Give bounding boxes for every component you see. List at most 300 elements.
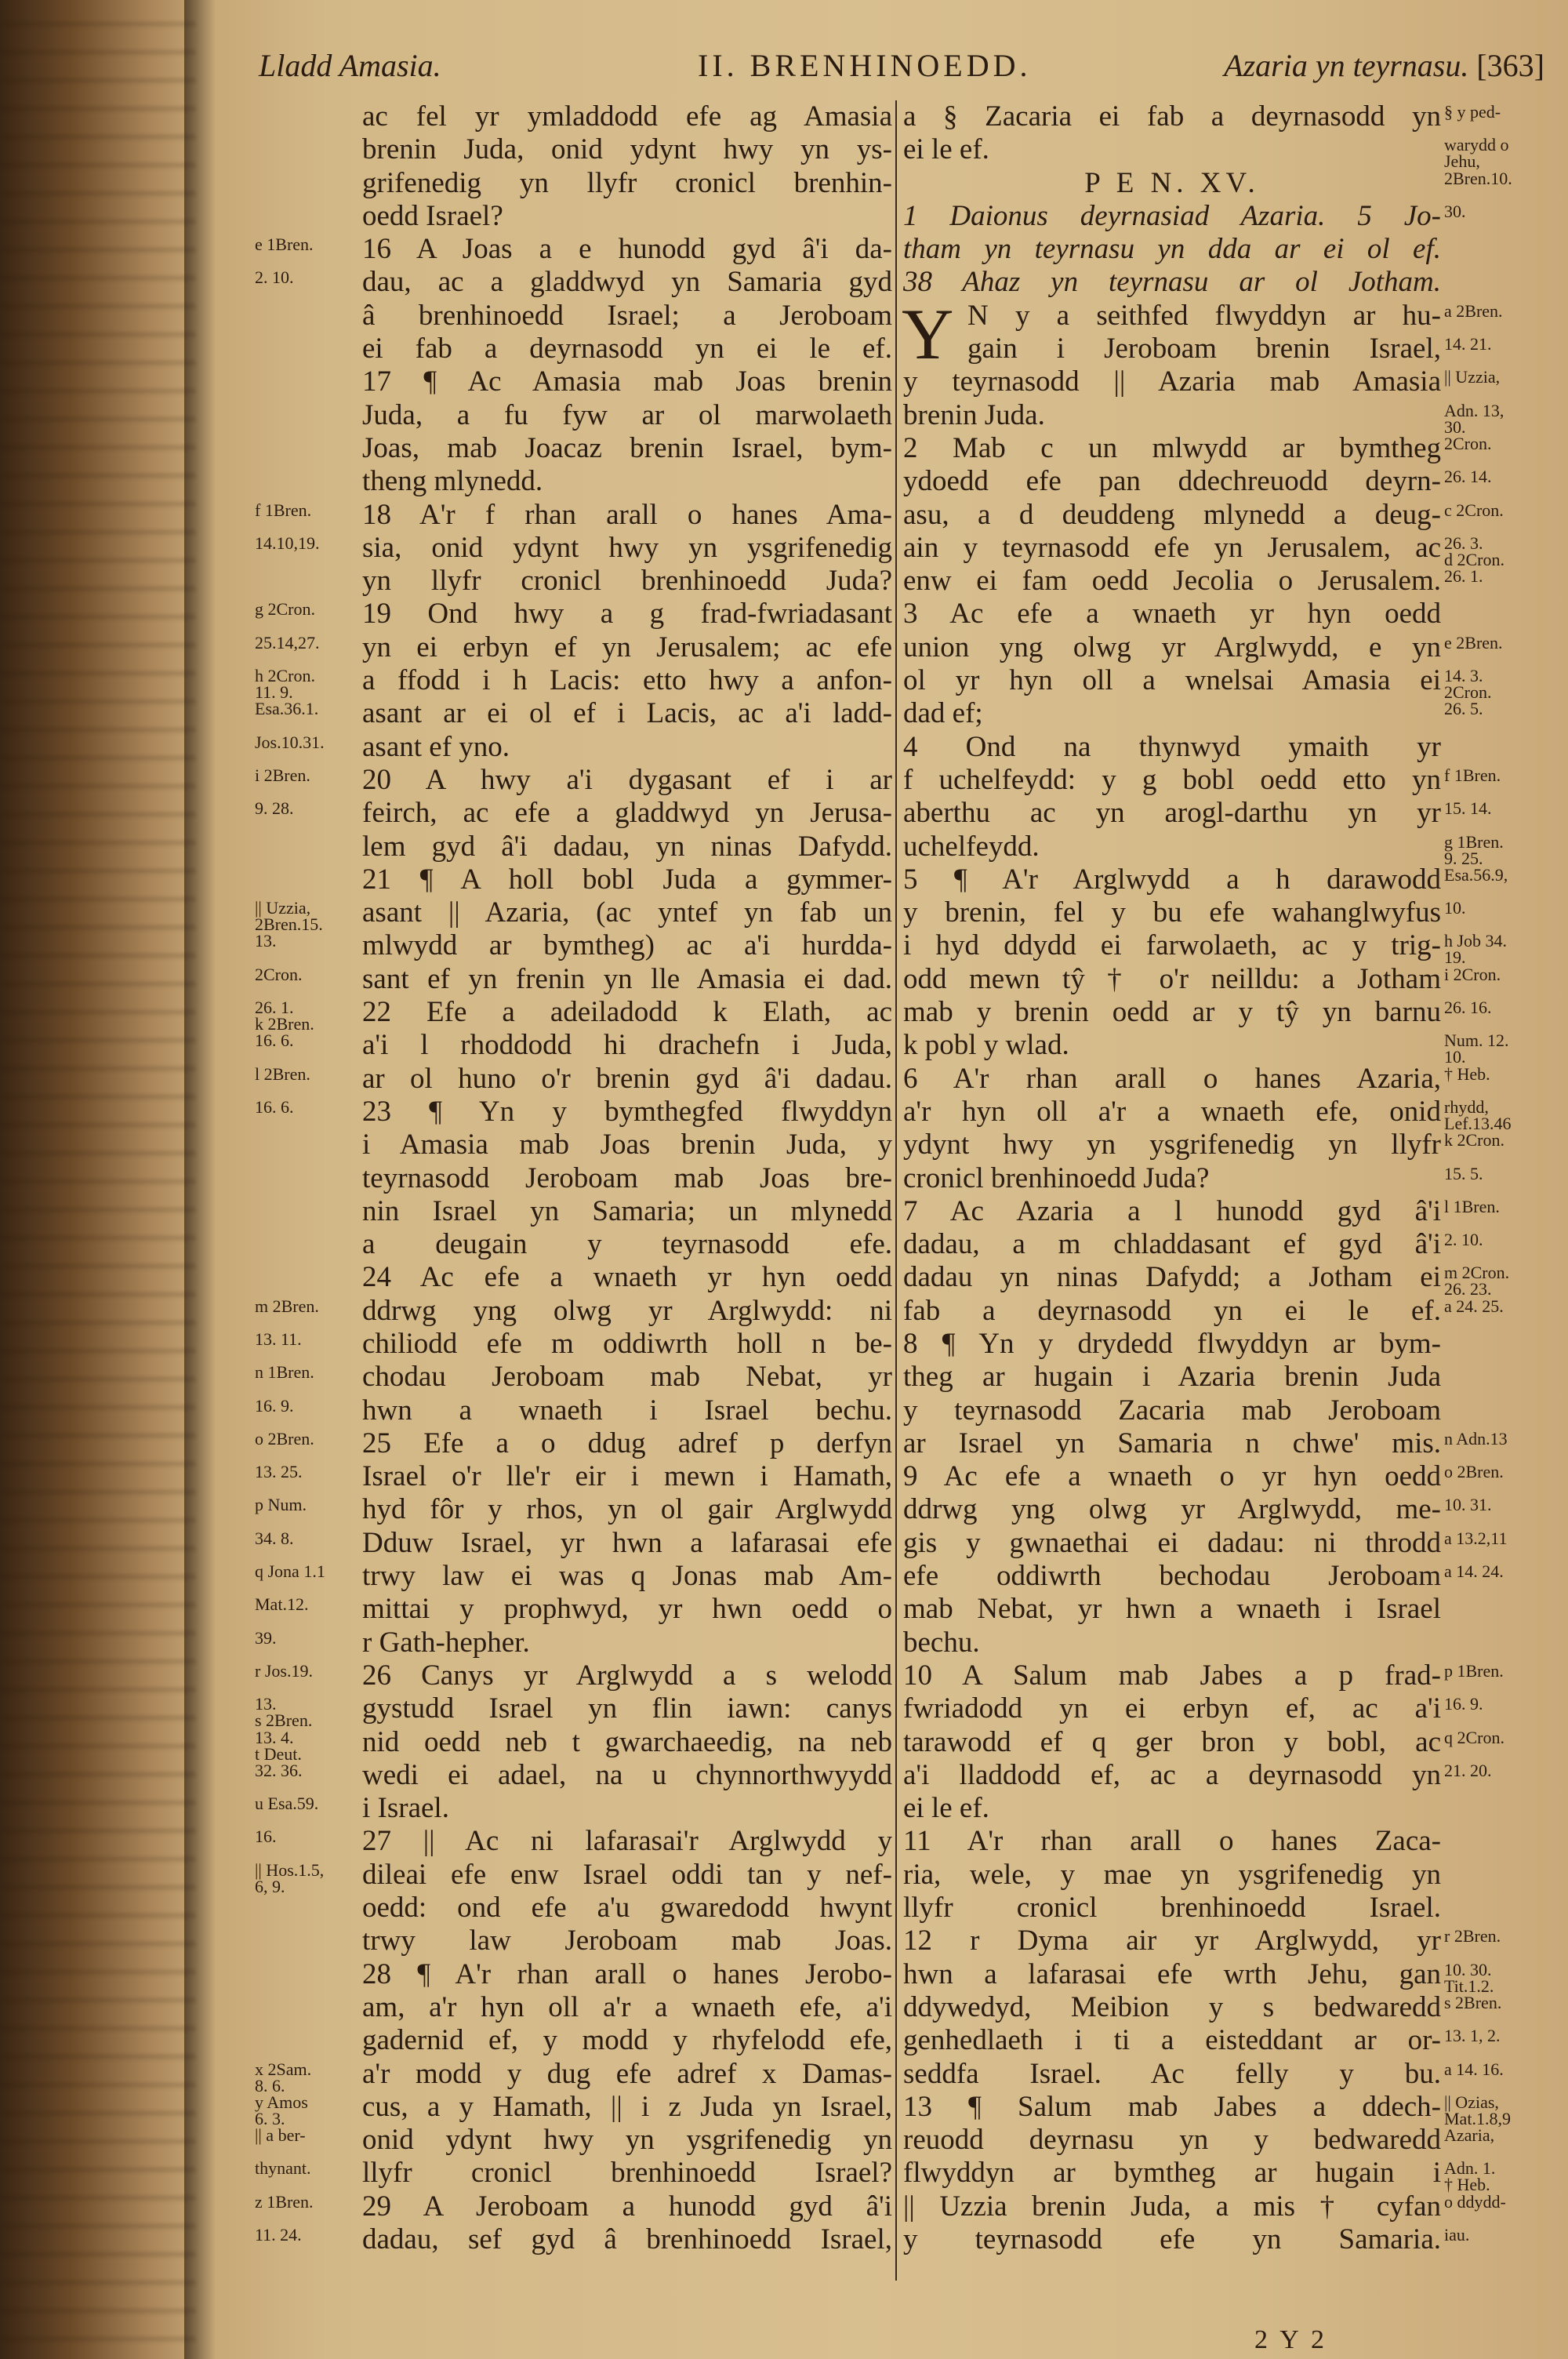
text-line bbox=[898, 1228, 1565, 1261]
text-line bbox=[255, 664, 894, 703]
verse-text: dadau yn ninas Dafydd; a Jotham ei bbox=[903, 1261, 1441, 1294]
verse-text: trwy law ei was q Jonas mab Am- bbox=[362, 1560, 892, 1593]
verse-text: efe oddiwrth bechodau Jeroboam bbox=[903, 1560, 1441, 1593]
verse-text: oedd: ond efe a'u gwaredodd hwynt bbox=[362, 1892, 892, 1925]
verse-text: asant ef yno. bbox=[362, 730, 510, 763]
margin-note: || Ozias, Mat.1.8,9 bbox=[1444, 2092, 1511, 2128]
text-line bbox=[898, 664, 1565, 703]
verse-text: a'r hyn oll a'r a wnaeth efe, onid bbox=[903, 1095, 1441, 1128]
margin-note: h Job 34. 19. bbox=[1444, 931, 1508, 968]
verse-text: ain y teyrnasodd efe yn Jerusalem, ac bbox=[903, 531, 1441, 564]
margin-note: a 24. 25. bbox=[1444, 1296, 1504, 1316]
verse-text: 2 Mab c un mlwydd ar bymtheg bbox=[903, 431, 1441, 464]
text-line bbox=[255, 1560, 894, 1593]
verse-text: hwn a wnaeth i Israel bechu. bbox=[362, 1394, 892, 1427]
margin-note: iau. bbox=[1444, 2225, 1470, 2245]
text-line bbox=[898, 1427, 1565, 1460]
text-line bbox=[255, 896, 894, 935]
text-line bbox=[898, 1759, 1565, 1792]
text-line bbox=[255, 432, 894, 465]
verse-text: mittai y prophwyd, yr hwn oedd o bbox=[362, 1593, 892, 1626]
text-line bbox=[255, 1162, 894, 1195]
text-line bbox=[255, 532, 894, 565]
verse-text: ei fab a deyrnasodd yn ei le ef. bbox=[362, 333, 892, 365]
verse-text: 22 Efe a adeiladodd k Elath, ac bbox=[362, 996, 892, 1029]
margin-note: 13. s 2Bren. bbox=[255, 1694, 313, 1731]
text-line bbox=[898, 1892, 1565, 1925]
margin-note: 16. 6. bbox=[255, 1096, 294, 1117]
margin-note: || Hos.1.5, 6, 9. bbox=[255, 1859, 325, 1896]
left-column bbox=[255, 100, 894, 2256]
text-line bbox=[898, 1361, 1565, 1394]
verse-text: 9 Ac efe a wnaeth o yr hyn oedd bbox=[903, 1460, 1441, 1493]
verse-text: seddfa Israel. Ac felly y bu. bbox=[903, 2057, 1441, 2090]
text-line bbox=[255, 100, 894, 133]
text-line bbox=[255, 831, 894, 863]
verse-text: y teyrnasodd || Azaria mab Amasia bbox=[903, 365, 1441, 398]
margin-note: 11. 24. bbox=[255, 2225, 302, 2245]
text-line bbox=[255, 1328, 894, 1361]
text-line bbox=[898, 1295, 1565, 1328]
text-line bbox=[898, 1627, 1565, 1659]
text-line bbox=[898, 1991, 1565, 2024]
text-line bbox=[898, 333, 1565, 365]
verse-text: sia, onid ydynt hwy yn ysgrifenedig bbox=[362, 531, 892, 564]
text-line bbox=[898, 1029, 1565, 1067]
verse-text: a deugain y teyrnasodd efe. bbox=[362, 1228, 892, 1261]
margin-note: f 1Bren. bbox=[255, 500, 312, 520]
verse-text: am, a'r hyn oll a'r a wnaeth efe, a'i bbox=[362, 1990, 892, 2023]
text-line bbox=[255, 2090, 894, 2128]
verse-text: 25 Efe a o ddug adref p derfyn bbox=[362, 1427, 892, 1459]
verse-text: 28 ¶ A'r rhan arall o hanes Jerobo- bbox=[362, 1957, 892, 1990]
text-line bbox=[255, 1096, 894, 1129]
margin-note: || Uzzia, 2Bren.15. bbox=[255, 898, 323, 935]
verse-text: y brenin, fel y bu efe wahanglwyfus bbox=[903, 896, 1441, 929]
margin-note: 16. 9. bbox=[1444, 1694, 1483, 1714]
text-line bbox=[255, 365, 894, 398]
margin-note: Jos.10.31. bbox=[255, 732, 325, 752]
margin-note: 14.10,19. bbox=[255, 533, 320, 553]
text-line bbox=[898, 1493, 1565, 1526]
verse-text: a'i lladdodd ef, ac a deyrnasodd yn bbox=[903, 1758, 1441, 1791]
verse-text: uchelfeydd. bbox=[903, 830, 1040, 863]
verse-text: 16 A Joas a e hunodd gyd â'i da- bbox=[362, 233, 892, 266]
margin-note: o 2Bren. bbox=[255, 1428, 314, 1448]
verse-text: dadau, a m chladdasant ef gyd â'i bbox=[903, 1228, 1441, 1261]
margin-note: a 14. 24. bbox=[1444, 1561, 1504, 1582]
verse-text: ddrwg yng olwg yr Arglwydd: ni bbox=[362, 1294, 892, 1327]
text-line bbox=[898, 565, 1565, 598]
text-line bbox=[898, 797, 1565, 830]
text-line bbox=[898, 1063, 1565, 1096]
margin-note: m 2Bren. bbox=[255, 1296, 319, 1316]
text-line bbox=[898, 1195, 1565, 1228]
margin-note: p Num. bbox=[255, 1495, 307, 1515]
margin-note: s 2Bren. bbox=[1444, 1992, 1502, 2012]
text-line bbox=[255, 797, 894, 830]
margin-note: l 1Bren. bbox=[1444, 1196, 1500, 1216]
text-line bbox=[255, 1659, 894, 1692]
margin-note: z 1Bren. bbox=[255, 2191, 314, 2212]
verse-text: mab y brenin oedd ar y tŷ yn barnu bbox=[903, 996, 1441, 1029]
verse-text: aberthu ac yn arogl-darthu yn yr bbox=[903, 797, 1441, 830]
verse-text: yn ei erbyn ef yn Jerusalem; ac efe bbox=[362, 631, 892, 663]
verse-text: teyrnasodd Jeroboam mab Joas bre- bbox=[362, 1161, 892, 1194]
text-line bbox=[255, 2057, 894, 2095]
text-line bbox=[898, 2058, 1565, 2091]
text-line bbox=[898, 1925, 1565, 1957]
verse-text: oedd Israel? bbox=[362, 199, 503, 232]
margin-note: Adn. 1. † Heb. bbox=[1444, 2158, 1496, 2195]
margin-note: warydd o Jehu, bbox=[1444, 135, 1509, 172]
margin-note: r Jos.19. bbox=[255, 1660, 313, 1681]
text-line bbox=[898, 1593, 1565, 1626]
verse-text: onid ydynt hwy yn ysgrifenedig yn bbox=[362, 2124, 892, 2157]
verse-text: fwriadodd yn ei erbyn ef, ac a'i bbox=[903, 1692, 1441, 1725]
verse-text: a'r modd y dug efe adref x Damas- bbox=[362, 2057, 892, 2090]
text-line bbox=[255, 1759, 894, 1792]
verse-text: hwn a lafarasai efe wrth Jehu, gan bbox=[903, 1957, 1441, 1990]
text-line bbox=[898, 2223, 1565, 2256]
margin-note: r 2Bren. bbox=[1444, 1926, 1501, 1946]
verse-text: hyd fôr y rhos, yn ol gair Arglwydd bbox=[362, 1493, 892, 1526]
text-line bbox=[255, 399, 894, 432]
verse-text: sant ef yn frenin yn lle Amasia ei dad. bbox=[362, 962, 892, 995]
verse-text: gystudd Israel yn flin iawn: canys bbox=[362, 1692, 892, 1725]
verse-text: dileai efe enw Israel oddi tan y nef- bbox=[362, 1858, 892, 1891]
verse-text: yn llyfr cronicl brenhinoedd Juda? bbox=[362, 565, 892, 598]
text-line bbox=[898, 697, 1565, 730]
verse-text: odd mewn tŷ † o'r neilldu: a Jotham bbox=[903, 962, 1441, 995]
verse-text: tarawodd ef q ger bron y bobl, ac bbox=[903, 1725, 1441, 1758]
verse-text: lem gyd â'i dadau, yn ninas Dafydd. bbox=[362, 830, 892, 863]
margin-note: 10. 31. bbox=[1444, 1495, 1492, 1515]
margin-note: a 14. 16. bbox=[1444, 2059, 1504, 2079]
verse-text: 26 Canys yr Arglwydd a s welodd bbox=[362, 1659, 892, 1692]
page-number: [363] bbox=[1476, 48, 1544, 83]
signature-mark: 2 Y 2 bbox=[1254, 2325, 1328, 2354]
margin-note: 2Bren.10. bbox=[1444, 168, 1512, 188]
verse-text: 29 A Jeroboam a hunodd gyd â'i bbox=[362, 2190, 892, 2223]
verse-text: theg ar hugain i Azaria brenin Juda bbox=[903, 1361, 1441, 1394]
text-line bbox=[898, 1659, 1565, 1692]
verse-text: 21 ¶ A holl bobl Juda a gymmer- bbox=[362, 863, 892, 896]
verse-text: y teyrnasodd efe yn Samaria. bbox=[903, 2223, 1441, 2255]
verse-text: reuodd deyrnasu yn y bedwaredd bbox=[903, 2124, 1441, 2157]
verse-text: llyfr cronicl brenhinoedd Israel? bbox=[362, 2157, 892, 2190]
text-line bbox=[255, 1261, 894, 1294]
verse-text: dau, ac a gladdwyd yn Samaria gyd bbox=[362, 266, 892, 299]
text-line bbox=[255, 863, 894, 896]
verse-text: i Amasia mab Joas brenin Juda, y bbox=[362, 1129, 892, 1161]
text-line bbox=[898, 200, 1565, 233]
verse-text: genhedlaeth i ti a eisteddant ar or- bbox=[903, 2024, 1441, 2057]
margin-note: 10. 30. Tit.1.2. bbox=[1444, 1959, 1494, 1996]
text-line bbox=[255, 233, 894, 266]
margin-note: 13. 4. t Deut. bbox=[255, 1727, 302, 1764]
text-line bbox=[255, 1228, 894, 1261]
text-line bbox=[898, 1825, 1565, 1858]
text-line bbox=[255, 1593, 894, 1626]
verse-text: Dduw Israel, yr hwn a lafarasai efe bbox=[362, 1526, 892, 1559]
text-line bbox=[255, 2124, 894, 2157]
verse-text: i hyd ddydd ei farwolaeth, ac y trig- bbox=[903, 929, 1441, 962]
margin-note: c 2Cron. bbox=[1444, 500, 1504, 520]
verse-text: chodau Jeroboam mab Nebat, yr bbox=[362, 1361, 892, 1394]
verse-text: a § Zacaria ei fab a deyrnasodd yn bbox=[903, 100, 1441, 133]
verse-text: brenin Juda. bbox=[903, 398, 1045, 431]
verse-text: P E N. XV. bbox=[1084, 166, 1260, 199]
text-line bbox=[898, 1859, 1565, 1892]
text-line bbox=[898, 1957, 1565, 1996]
text-line bbox=[255, 929, 894, 962]
text-line bbox=[898, 1394, 1565, 1427]
verse-text: 17 ¶ Ac Amasia mab Joas brenin bbox=[362, 365, 892, 398]
margin-note: 32. 36. bbox=[255, 1760, 303, 1780]
verse-text: 7 Ac Azaria a l hunodd gyd â'i bbox=[903, 1194, 1441, 1227]
text-line bbox=[898, 1560, 1565, 1593]
book-title: II. BRENHINOEDD. bbox=[698, 48, 1032, 83]
verse-text: union yng olwg yr Arglwydd, e yn bbox=[903, 631, 1441, 663]
verse-text: gadernid ef, y modd y rhyfelodd efe, bbox=[362, 2024, 892, 2057]
margin-note: 13. 1, 2. bbox=[1444, 2026, 1501, 2046]
margin-note: Num. 12. 10. bbox=[1444, 1030, 1509, 1067]
text-line bbox=[898, 499, 1565, 532]
margin-note: 15. 14. bbox=[1444, 798, 1492, 819]
text-line bbox=[898, 2024, 1565, 2057]
verse-text: || Uzzia brenin Juda, a mis † cyfan bbox=[903, 2190, 1441, 2223]
margin-note: x 2Sam. 8. 6. bbox=[255, 2059, 312, 2095]
margin-note: f 1Bren. bbox=[1444, 765, 1501, 785]
margin-note: Esa.56.9, bbox=[1444, 864, 1508, 885]
verse-text: enw ei fam oedd Jecolia o Jerusalem. bbox=[903, 565, 1441, 598]
margin-note: e 2Bren. bbox=[1444, 632, 1503, 652]
verse-text: 5 ¶ A'r Arglwydd a h darawodd bbox=[903, 863, 1441, 896]
verse-text: grifenedig yn llyfr cronicl brenhin- bbox=[362, 166, 892, 199]
text-line bbox=[255, 465, 894, 498]
text-line bbox=[255, 2223, 894, 2256]
verse-text: gis y gwnaethai ei dadau: ni throdd bbox=[903, 1526, 1441, 1559]
margin-note: h 2Cron. 11. 9. bbox=[255, 666, 315, 703]
text-line bbox=[898, 996, 1565, 1029]
text-line bbox=[898, 963, 1565, 996]
margin-note: 26. 1. bbox=[1444, 566, 1483, 587]
text-line bbox=[898, 1095, 1565, 1133]
verse-text: Juda, a fu fyw ar ol marwolaeth bbox=[362, 398, 892, 431]
margin-note: 26. 14. bbox=[1444, 467, 1492, 487]
text-line bbox=[255, 167, 894, 200]
text-line bbox=[255, 1063, 894, 1096]
text-line bbox=[255, 2190, 894, 2223]
text-line bbox=[255, 1792, 894, 1825]
text-line bbox=[255, 1991, 894, 2024]
margin-note: 26. 16. bbox=[1444, 998, 1492, 1018]
text-line bbox=[255, 1394, 894, 1427]
margin-note: 14. 21. bbox=[1444, 334, 1492, 354]
text-line bbox=[255, 731, 894, 764]
text-line bbox=[255, 266, 894, 299]
margin-note: 2Cron. bbox=[255, 964, 303, 984]
verse-text: 38 Ahaz yn teyrnasu ar ol Jotham. bbox=[903, 266, 1441, 299]
verse-text: 3 Ac efe a wnaeth yr hyn oedd bbox=[903, 598, 1441, 631]
verse-text: llyfr cronicl brenhinoedd Israel. bbox=[903, 1892, 1441, 1925]
text-line bbox=[255, 631, 894, 664]
verse-text: ddrwg yng olwg yr Arglwydd, me- bbox=[903, 1493, 1441, 1526]
text-line bbox=[898, 167, 1565, 200]
text-line bbox=[255, 1527, 894, 1560]
text-line bbox=[898, 929, 1565, 968]
verse-text: wedi ei adael, na u chynnorthwyydd bbox=[362, 1758, 892, 1791]
margin-note: o ddydd- bbox=[1444, 2191, 1506, 2212]
verse-text: cronicl brenhinoedd Juda? bbox=[903, 1161, 1210, 1194]
verse-text: k pobl y wlad. bbox=[903, 1029, 1069, 1062]
verse-text: 13 ¶ Salum mab Jabes a ddech- bbox=[903, 2090, 1441, 2123]
text-line bbox=[255, 1858, 894, 1896]
verse-text: asant || Azaria, (ac yntef yn fab un bbox=[362, 896, 892, 929]
margin-note: 34. 8. bbox=[255, 1528, 294, 1548]
verse-text: ydynt hwy yn ysgrifenedig yn llyfr bbox=[903, 1129, 1441, 1161]
text-line bbox=[255, 1129, 894, 1161]
verse-text: 1 Daionus deyrnasiad Azaria. 5 Jo- bbox=[903, 199, 1441, 232]
verse-text: feirch, ac efe a gladdwyd yn Jerusa- bbox=[362, 797, 892, 830]
right-column bbox=[898, 100, 1565, 2256]
text-line bbox=[898, 2157, 1565, 2195]
text-line bbox=[255, 1627, 894, 1659]
verse-text: ydoedd efe pan ddechreuodd deyrn- bbox=[903, 465, 1441, 498]
verse-text: dadau, sef gyd â brenhinoedd Israel, bbox=[362, 2223, 892, 2255]
text-line bbox=[255, 499, 894, 532]
text-line bbox=[898, 764, 1565, 797]
text-line bbox=[255, 2157, 894, 2190]
margin-note: Adn. 13, 30. bbox=[1444, 400, 1504, 437]
verse-text: â brenhinoedd Israel; a Jeroboam bbox=[362, 299, 892, 332]
text-line bbox=[898, 2190, 1565, 2223]
text-line bbox=[255, 963, 894, 996]
margin-note: o 2Bren. bbox=[1444, 1462, 1504, 1482]
text-line bbox=[255, 598, 894, 631]
margin-note: i 2Cron. bbox=[1444, 964, 1501, 984]
margin-note: Mat.12. bbox=[255, 1594, 309, 1615]
text-line bbox=[255, 764, 894, 797]
text-line bbox=[898, 365, 1565, 398]
margin-note: Esa.36.1. bbox=[255, 699, 319, 719]
margin-note: 15. 5. bbox=[1444, 1163, 1483, 1183]
margin-note: p 1Bren. bbox=[1444, 1660, 1504, 1681]
margin-note: 14. 3. 2Cron. bbox=[1444, 666, 1492, 703]
margin-note: 26. 5. bbox=[1444, 699, 1483, 719]
text-line bbox=[255, 1460, 894, 1493]
header-left-caption: Lladd Amasia. bbox=[259, 48, 441, 83]
verse-text: ol yr hyn oll a wnelsai Amasia ei bbox=[903, 664, 1441, 697]
margin-note: 13. 25. bbox=[255, 1462, 303, 1482]
verse-text: 8 ¶ Yn y drydedd flwyddyn ar bym- bbox=[903, 1327, 1441, 1360]
text-line bbox=[898, 266, 1565, 299]
text-line bbox=[898, 1460, 1565, 1493]
text-line bbox=[255, 1892, 894, 1925]
verse-text: asu, a d deuddeng mlynedd a deug- bbox=[903, 498, 1441, 531]
margin-note: † Heb. bbox=[1444, 1063, 1490, 1084]
text-line bbox=[255, 1825, 894, 1858]
text-line bbox=[898, 631, 1565, 664]
margin-note: a 13.2,11 bbox=[1444, 1528, 1508, 1548]
verse-text: a ffodd i h Lacis: etto hwy a anfon- bbox=[362, 664, 892, 697]
text-line bbox=[898, 465, 1565, 498]
verse-text: Israel o'r lle'r eir i mewn i Hamath, bbox=[362, 1460, 892, 1493]
verse-text: 11 A'r rhan arall o hanes Zaca- bbox=[903, 1825, 1441, 1858]
verse-text: ei le ef. bbox=[903, 1792, 989, 1825]
margin-note: g 2Cron. bbox=[255, 599, 315, 620]
verse-text: 19 Ond hwy a g frad-fwriadasant bbox=[362, 598, 892, 631]
margin-note: 16. 9. bbox=[255, 1395, 294, 1416]
margin-note: k 2Cron. bbox=[1444, 1130, 1504, 1150]
margin-note: 26. 1. k 2Bren. bbox=[255, 998, 314, 1034]
margin-note: q 2Cron. bbox=[1444, 1727, 1504, 1747]
book-gutter bbox=[184, 0, 216, 2359]
text-line bbox=[898, 233, 1565, 266]
text-line bbox=[255, 133, 894, 166]
verse-text: chiliodd efe m oddiwrth holl n be- bbox=[362, 1327, 892, 1360]
text-line bbox=[255, 1925, 894, 1957]
text-line bbox=[898, 830, 1565, 868]
verse-text: 27 || Ac ni lafarasai'r Arglwydd y bbox=[362, 1825, 892, 1858]
margin-note: n Adn.13 bbox=[1444, 1428, 1508, 1448]
margin-note: y Amos 6. 3. bbox=[255, 2092, 308, 2128]
verse-text: y teyrnasodd Zacaria mab Jeroboam bbox=[903, 1394, 1441, 1427]
margin-note: 25.14,27. bbox=[255, 632, 320, 652]
column-divider bbox=[895, 100, 897, 2281]
margin-note: § y ped- bbox=[1444, 102, 1501, 122]
margin-note: 21. 20. bbox=[1444, 1760, 1492, 1780]
margin-note: rhydd, Lef.13.46 bbox=[1444, 1096, 1512, 1133]
verse-text: 4 Ond na thynwyd ymaith yr bbox=[903, 730, 1441, 763]
margin-note: 2. 10. bbox=[1444, 1230, 1483, 1250]
verse-text: i Israel. bbox=[362, 1792, 449, 1825]
verse-text: 24 Ac efe a wnaeth yr hyn oedd bbox=[362, 1261, 892, 1294]
verse-text: trwy law Jeroboam mab Joas. bbox=[362, 1925, 892, 1957]
text-line bbox=[898, 863, 1565, 896]
verse-text: gain i Jeroboam brenin Israel, bbox=[967, 333, 1441, 365]
verse-text: brenin Juda, onid ydynt hwy yn ys- bbox=[362, 133, 892, 166]
text-line bbox=[255, 1195, 894, 1228]
margin-note: 13. 11. bbox=[255, 1329, 302, 1349]
verse-text: ar Israel yn Samaria n chwe' mis. bbox=[903, 1427, 1441, 1459]
text-line bbox=[898, 1261, 1565, 1299]
running-header bbox=[259, 47, 1544, 86]
margin-note: i 2Bren. bbox=[255, 765, 310, 785]
verse-text: dad ef; bbox=[903, 697, 983, 730]
text-line bbox=[255, 1427, 894, 1460]
verse-text: 12 r Dyma air yr Arglwydd, yr bbox=[903, 1925, 1441, 1957]
margin-note: 39. bbox=[255, 1627, 277, 1648]
verse-text: r Gath-hepher. bbox=[362, 1626, 530, 1659]
text-line bbox=[898, 2090, 1565, 2128]
margin-note: 9. 28. bbox=[255, 798, 294, 819]
verse-text: bechu. bbox=[903, 1626, 980, 1659]
text-line bbox=[898, 1726, 1565, 1759]
margin-note: Azaria, bbox=[1444, 2125, 1495, 2146]
text-line bbox=[255, 697, 894, 730]
header-right-text: Azaria yn teyrnasu. bbox=[1224, 48, 1469, 83]
verse-text: theng mlynedd. bbox=[362, 465, 543, 498]
margin-note: 13. bbox=[255, 931, 277, 951]
text-line bbox=[255, 1029, 894, 1062]
text-line bbox=[898, 1162, 1565, 1195]
verse-text: tham yn teyrnasu yn dda ar ei ol ef. bbox=[903, 233, 1441, 266]
verse-text: 6 A'r rhan arall o hanes Azaria, bbox=[903, 1062, 1441, 1095]
verse-text: mlwydd ar bymtheg) ac a'i hurdda- bbox=[362, 929, 892, 962]
margin-note: 16. 6. bbox=[255, 1030, 294, 1051]
